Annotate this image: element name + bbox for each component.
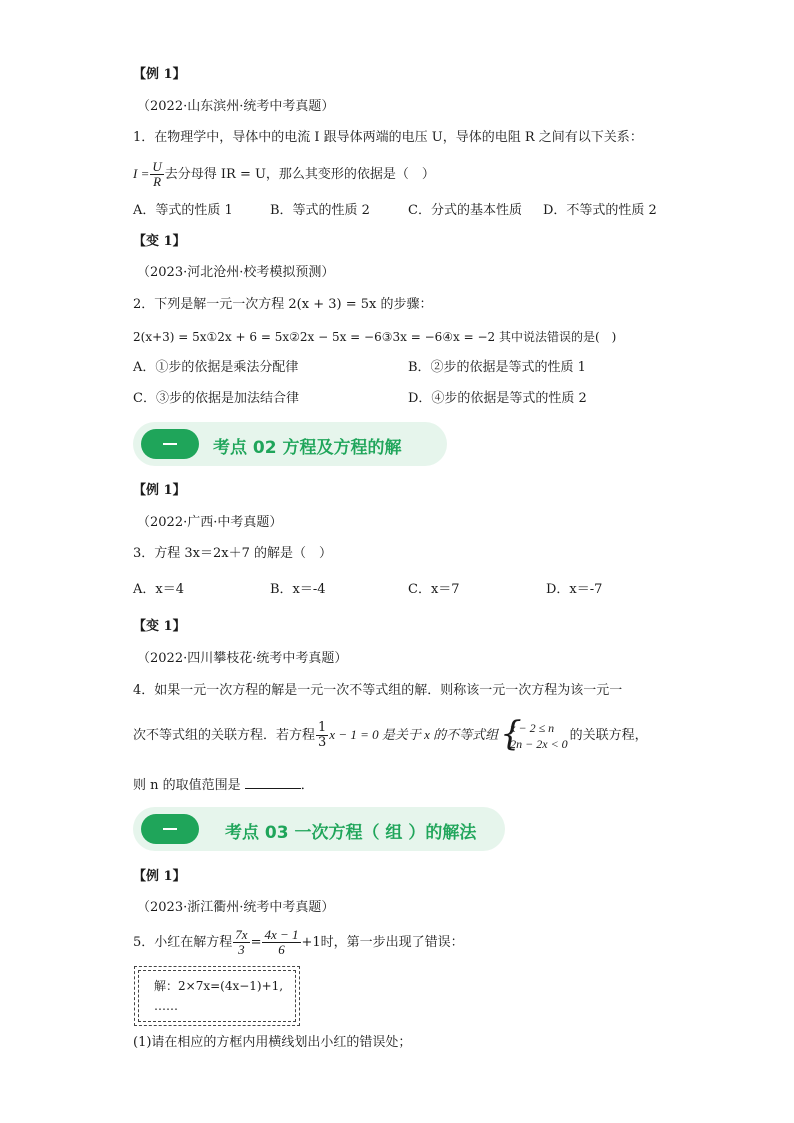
question-5-text-b: +1时，第一步出现了错误： [301,935,464,950]
section-banner-02 [133,422,447,466]
fraction-u-r [150,160,163,189]
fraction-one-third [316,721,328,750]
variant-tag: 【变 1】 [133,234,186,249]
source-label: （2022·山东滨州·统考中考真题） [137,99,335,114]
example-tag: 【例 1】 [133,67,186,82]
section-banner-03 [133,807,505,851]
question-5-sub-1: (1)请在相应的方框内用横线划出小红的错误处； [133,1035,412,1050]
question-4-text-b: x − 1 = 0 是关于 x 的不等式组 [329,727,499,742]
fraction-numerator: 4x − 1 [264,927,299,942]
question-1-line2 [133,158,435,191]
example-tag: 【例 1】 [133,483,186,498]
source-label: （2022·广西·中考真题） [137,515,283,530]
fraction-denominator: 3 [318,735,327,750]
fraction-7x-3 [233,928,249,957]
option-a: A．等式的性质 1 [133,203,233,218]
option-d: D．④步的依据是等式的性质 2 [408,391,587,406]
option-b: B．等式的性质 2 [270,203,370,218]
brace-icon: { [500,713,522,754]
question-4-text-c: 的关联方程， [569,728,648,743]
option-c: C．x＝7 [408,582,460,597]
fraction-numerator: U [152,159,162,174]
question-4-period: ． [300,778,314,793]
question-3: 3．方程 3x＝2x＋7 的解是（ ） [133,546,333,561]
equals-sign: = [250,935,262,950]
fraction-numerator: 7x [235,927,248,942]
fraction-denominator: 6 [278,942,285,957]
source-label: （2023·浙江衢州·统考中考真题） [137,900,335,915]
question-4-line1: 4．如果一元一次方程的解是一元一次不等式组的解．则称该一元一次方程为该一元一 [133,683,623,698]
question-4-line3 [133,775,314,795]
source-label: （2022·四川攀枝花·统考中考真题） [137,651,348,666]
option-b: B．x＝-4 [270,582,326,597]
question-4-text-a: 次不等式组的关联方程．若方程 [133,728,316,743]
answer-blank[interactable] [245,775,301,789]
option-a: A．①步的依据是乘法分配律 [133,360,299,375]
option-b: B．②步的依据是等式的性质 1 [408,360,586,375]
solution-line-2: …… [154,999,178,1013]
banner-title: 考点 03 一次方程（ 组 ）的解法 [225,823,477,843]
source-label: （2023·河北沧州·校考模拟预测） [137,265,335,280]
inequality-1: x − 2 ≤ n [510,720,555,735]
inequality-system [500,713,568,754]
folder-icon [141,814,199,844]
fraction-denominator: 3 [238,942,245,957]
fraction-denominator: R [153,174,162,189]
formula-lhs: I = [133,166,150,181]
option-c: C．③步的依据是加法结合律 [133,391,299,406]
question-1-rest: 去分母得 IR = U，那么其变形的依据是（ ） [164,167,435,182]
question-5-line1 [133,924,464,962]
option-d: D．不等式的性质 2 [543,203,657,218]
variant-tag: 【变 1】 [133,619,186,634]
option-a: A．x＝4 [133,582,184,597]
fraction-numerator: 1 [318,720,327,735]
question-4-text-d: 则 n 的取值范围是 [133,778,241,793]
fraction-4x-1-6 [262,928,300,957]
example-tag: 【例 1】 [133,869,186,884]
question-4-line2 [133,713,648,755]
question-1-line1: 1．在物理学中，导体中的电流 I 跟导体两端的电压 U，导体的电阻 R 之间有以下关系： [133,130,643,145]
inequality-2: 2n − 2x < 0 [510,736,568,751]
option-d: D．x＝-7 [546,582,603,597]
solution-line-1: 解：2×7x=(4x−1)+1, [154,979,284,993]
question-2-line1: 2．下列是解一元一次方程 2(x + 3) = 5x 的步骤： [133,297,433,312]
folder-icon [141,429,199,459]
question-5-text-a: 5．小红在解方程 [133,935,233,950]
banner-title: 考点 02 方程及方程的解 [213,438,402,458]
question-2-line2: 2(x+3) = 5x①2x + 6 = 5x②2x − 5x = −6③3x = −6④x = −2 其中说法错误的是( ) [133,330,617,344]
option-c: C．分式的基本性质 [408,203,522,218]
